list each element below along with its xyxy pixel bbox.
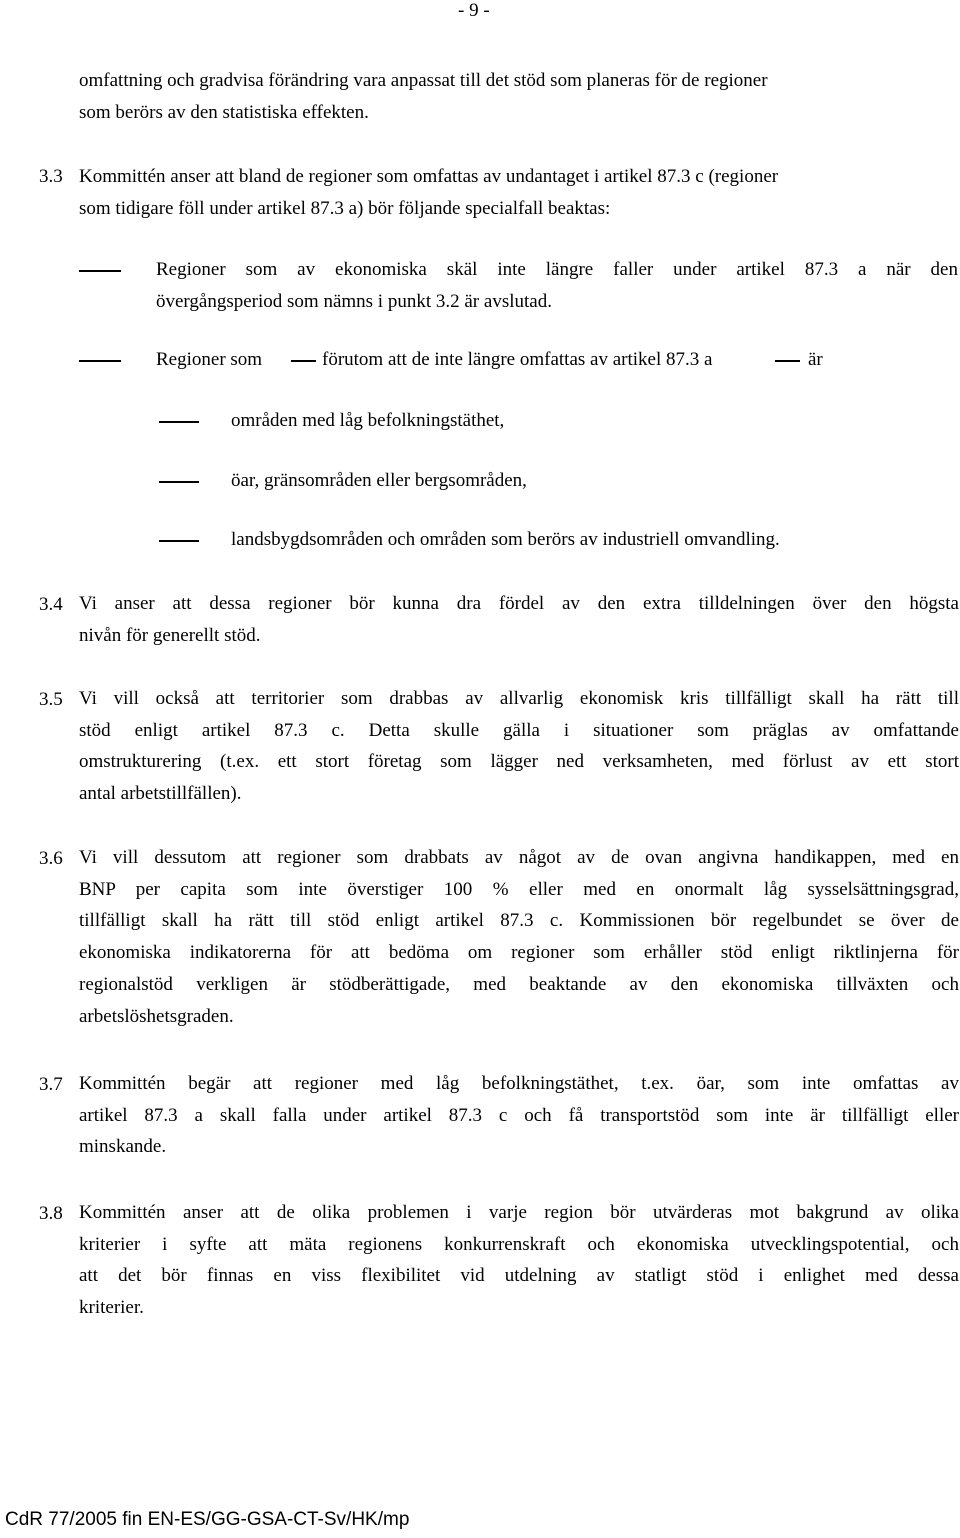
section-3-6-text: Vi vill dessutom att regioner som drabbats av något av de ovan angivna handikappen, med en BNP per capita som inte överstiger 100 % eller med en onormalt låg sysselsättningsgrad, tillfälligt skall ha rätt till stöd enligt artikel 87.3 c. Kommissionen bör regelbundet se över de ekonomiska indikatorerna för att bedöma om regioner som erhåller stöd enligt riktlinjerna för regionalstöd verkligen är stödberättigade, med beaktande av den ekonomiska tillväxten och arbetslöshetsgraden. bbox=[79, 847, 959, 1027]
page-number: - 9 - bbox=[458, 0, 490, 21]
subitem-1: områden med låg befolkningstäthet, bbox=[231, 410, 505, 431]
section-3-8-number: 3.8 bbox=[39, 1203, 63, 1224]
intro-line-1: omfattning och gradvisa förändring vara anpassat till det stöd som planeras för de regioner bbox=[79, 70, 768, 91]
intro-line-2: som berörs av den statistiska effekten. bbox=[79, 102, 369, 123]
footer-reference: CdR 77/2005 fin EN-ES/GG-GSA-CT-Sv/HK/mp bbox=[5, 1509, 410, 1530]
dash-bullet bbox=[159, 540, 199, 542]
section-3-3-item-2-part-2: förutom att de inte längre omfattas av artikel 87.3 a bbox=[322, 349, 713, 370]
section-3-5-number: 3.5 bbox=[39, 689, 63, 710]
dash-bullet bbox=[79, 270, 121, 272]
dash-bullet bbox=[159, 481, 199, 483]
section-3-7-text: Kommittén begär att regioner med låg befolkningstäthet, t.ex. öar, som inte omfattas av artikel 87.3 a skall falla under artikel 87.3 c och få transportstöd som inte är tillfälligt eller minskande. bbox=[79, 1073, 959, 1158]
inline-dash bbox=[291, 360, 316, 362]
section-3-3-number: 3.3 bbox=[39, 166, 63, 187]
section-3-3-line-1: Kommittén anser att bland de regioner som omfattas av undantaget i artikel 87.3 c (regioner bbox=[79, 166, 779, 187]
subitem-3: landsbygdsområden och områden som berörs av industriell omvandling. bbox=[231, 529, 780, 550]
section-3-4-number: 3.4 bbox=[39, 594, 63, 615]
section-3-8-text: Kommittén anser att de olika problemen i varje region bör utvärderas mot bakgrund av olika kriterier i syfte att mäta regionens konkurrenskraft och ekonomiska utvecklingspotential, och att det bör finnas en viss flexibilitet vid utdelning av statligt stöd i enlighet med dessa kriterier. bbox=[79, 1202, 959, 1319]
section-3-5-text: Vi vill också att territorier som drabbas av allvarlig ekonomisk kris tillfälligt skall ha rätt till stöd enligt artikel 87.3 c. Detta skulle gälla i situationer som präglas av omfattande omstrukturering (t.ex. ett stort företag som lägger ned verksamheten, med förlust av ett stort antal arbetstillfällen). bbox=[79, 688, 959, 805]
dash-bullet bbox=[159, 421, 199, 423]
section-3-3-item-2-part-3: är bbox=[808, 349, 823, 370]
section-3-7-number: 3.7 bbox=[39, 1074, 63, 1095]
section-3-3-line-2: som tidigare föll under artikel 87.3 a) bör följande specialfall beaktas: bbox=[79, 198, 611, 219]
subitem-2: öar, gränsområden eller bergsområden, bbox=[231, 470, 527, 491]
section-3-3-item-2-part-1: Regioner som bbox=[156, 349, 263, 370]
section-3-4-text: Vi anser att dessa regioner bör kunna dra fördel av den extra tilldelningen över den högsta nivån för generellt stöd. bbox=[79, 593, 959, 646]
dash-bullet bbox=[79, 360, 121, 362]
section-3-3-item-1-line-1: Regioner som av ekonomiska skäl inte längre faller under artikel 87.3 a när den bbox=[156, 259, 958, 280]
inline-dash bbox=[775, 360, 800, 362]
section-3-6-number: 3.6 bbox=[39, 848, 63, 869]
section-3-3-item-1-line-2: övergångsperiod som nämns i punkt 3.2 är avslutad. bbox=[156, 291, 552, 312]
